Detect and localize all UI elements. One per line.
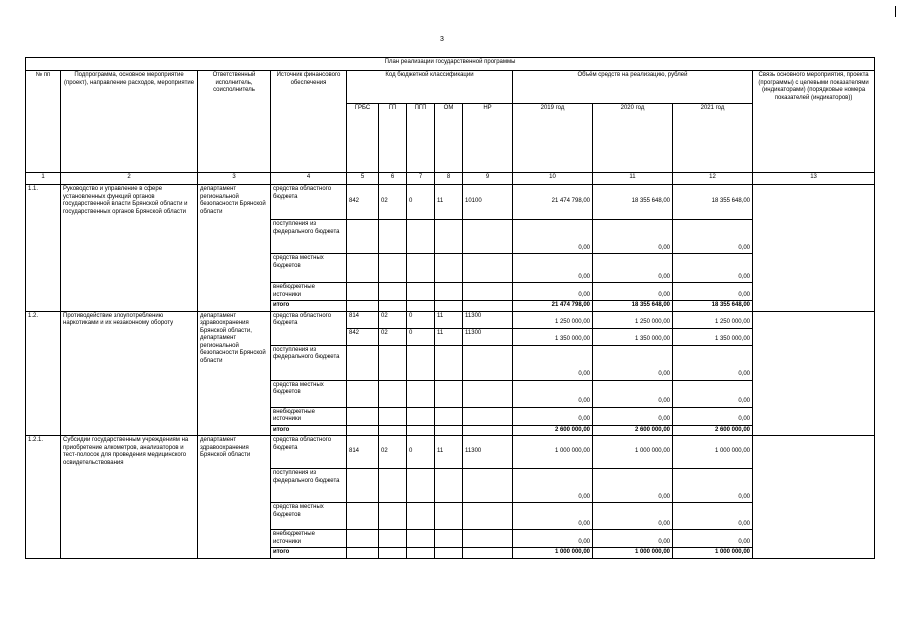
header-2020: 2020 год [593, 104, 673, 173]
total-2021: 2 600 000,00 [673, 425, 753, 436]
col-number: 8 [435, 173, 463, 185]
source-regional: средства областного бюджета [271, 311, 347, 345]
amount-2019: 21 474 798,00 [513, 185, 593, 220]
col-number: 4 [271, 173, 347, 185]
executor: департамент здравоохранения Брянской области, департамент региональной безопасности Брянской области [198, 311, 271, 436]
measure-name: Руководство и управление в сфере установленных функций органов государственной власти Брянской области и государственных органов Брянской области [61, 185, 198, 312]
amount-2020: 0,00 [593, 220, 673, 254]
amount-2020: 1 250 000,00 [593, 311, 673, 328]
col-number: 7 [407, 173, 435, 185]
amount-2020: 0,00 [593, 283, 673, 301]
header-gp: ГП [379, 104, 407, 173]
code-grbs: 814 [347, 311, 379, 328]
executor: департамент здравоохранения Брянской области [198, 436, 271, 559]
amount-2021: 1 250 000,00 [673, 311, 753, 328]
amount-2020: 18 355 648,00 [593, 185, 673, 220]
code-pgp: 0 [407, 311, 435, 328]
code-gp: 02 [379, 185, 407, 220]
executor: департамент региональной безопасности Брянской области [198, 185, 271, 312]
total-2020: 1 000 000,00 [593, 548, 673, 559]
col-number: 5 [347, 173, 379, 185]
col-number: 12 [673, 173, 753, 185]
total-2021: 1 000 000,00 [673, 548, 753, 559]
total-2020: 2 600 000,00 [593, 425, 673, 436]
source-offbudget: внебюджетные источники [271, 530, 347, 548]
indicator-link [753, 436, 875, 559]
code-om: 11 [435, 185, 463, 220]
header-2019: 2019 год [513, 104, 593, 173]
amount-2021: 1 000 000,00 [673, 436, 753, 469]
source-federal: поступления из федерального бюджета [271, 469, 347, 503]
amount-2019: 0,00 [513, 503, 593, 530]
header-budget-code: Код бюджетной классификации [347, 71, 513, 104]
measure-name: Противодействие злоупотреблению наркотиками и их незаконному обороту [61, 311, 198, 436]
amount-2020: 0,00 [593, 345, 673, 380]
amount-2020: 0,00 [593, 530, 673, 548]
code-pgp: 0 [407, 436, 435, 469]
header-source: Источник финансового обеспечения [271, 71, 347, 173]
code-om: 11 [435, 311, 463, 328]
amount-2019: 0,00 [513, 220, 593, 254]
amount-2021: 1 350 000,00 [673, 328, 753, 345]
amount-2019: 1 350 000,00 [513, 328, 593, 345]
amount-2020: 0,00 [593, 254, 673, 283]
amount-2019: 1 000 000,00 [513, 436, 593, 469]
indicator-link [753, 311, 875, 436]
source-total: итого [271, 301, 347, 312]
header-link: Связь основного мероприятия, проекта (программы) с целевыми показателями (индикаторами) (порядковые номера показателей (индикаторов)) [753, 71, 875, 173]
amount-2020: 1 350 000,00 [593, 328, 673, 345]
code-om: 11 [435, 436, 463, 469]
source-total: итого [271, 425, 347, 436]
header-om: ОМ [435, 104, 463, 173]
header-no: № пп [26, 71, 61, 173]
amount-2020: 0,00 [593, 407, 673, 425]
header-volume: Объём средств на реализацию, рублей [513, 71, 753, 104]
amount-2021: 0,00 [673, 220, 753, 254]
source-total: итого [271, 548, 347, 559]
code-gp: 02 [379, 311, 407, 328]
header-2021: 2021 год [673, 104, 753, 173]
code-gp: 02 [379, 436, 407, 469]
amount-2021: 0,00 [673, 254, 753, 283]
amount-2021: 0,00 [673, 345, 753, 380]
source-local: средства местных бюджетов [271, 380, 347, 407]
code-pgp: 0 [407, 328, 435, 345]
code-nr: 11300 [463, 436, 513, 469]
amount-2021: 0,00 [673, 283, 753, 301]
col-number: 11 [593, 173, 673, 185]
amount-2019: 1 250 000,00 [513, 311, 593, 328]
amount-2021: 18 355 648,00 [673, 185, 753, 220]
row-number: 1.2. [26, 311, 61, 436]
amount-2021: 0,00 [673, 530, 753, 548]
header-subprogram: Подпрограмма, основное мероприятие (проект), направление расходов, мероприятие [61, 71, 198, 173]
col-number: 6 [379, 173, 407, 185]
code-grbs: 814 [347, 436, 379, 469]
col-number: 2 [61, 173, 198, 185]
total-2019: 2 600 000,00 [513, 425, 593, 436]
page-number: 3 [440, 36, 444, 43]
amount-2020: 0,00 [593, 380, 673, 407]
amount-2019: 0,00 [513, 530, 593, 548]
amount-2019: 0,00 [513, 283, 593, 301]
source-offbudget: внебюджетные источники [271, 283, 347, 301]
total-2019: 1 000 000,00 [513, 548, 593, 559]
code-nr: 10100 [463, 185, 513, 220]
row-number: 1.1. [26, 185, 61, 312]
code-grbs: 842 [347, 185, 379, 220]
col-number: 3 [198, 173, 271, 185]
source-regional: средства областного бюджета [271, 436, 347, 469]
amount-2021: 0,00 [673, 503, 753, 530]
col-number: 10 [513, 173, 593, 185]
col-number: 1 [26, 173, 61, 185]
code-nr: 11300 [463, 328, 513, 345]
amount-2021: 0,00 [673, 380, 753, 407]
total-2020: 18 355 648,00 [593, 301, 673, 312]
source-local: средства местных бюджетов [271, 254, 347, 283]
code-gp: 02 [379, 328, 407, 345]
header-pgp: ПГП [407, 104, 435, 173]
amount-2019: 0,00 [513, 254, 593, 283]
code-om: 11 [435, 328, 463, 345]
page-edge-mark [895, 6, 896, 17]
header-grbs: ГРБС [347, 104, 379, 173]
col-number: 9 [463, 173, 513, 185]
amount-2019: 0,00 [513, 469, 593, 503]
header-nr: НР [463, 104, 513, 173]
code-pgp: 0 [407, 185, 435, 220]
code-nr: 11300 [463, 311, 513, 328]
source-offbudget: внебюджетные источники [271, 407, 347, 425]
measure-name: Субсидии государственным учреждениям на приобретение алкометров, анализаторов и тест-полосок для проведения медицинского освидетельствования [61, 436, 198, 559]
row-number: 1.2.1. [26, 436, 61, 559]
amount-2020: 1 000 000,00 [593, 436, 673, 469]
code-grbs: 842 [347, 328, 379, 345]
source-federal: поступления из федерального бюджета [271, 220, 347, 254]
header-executor: Ответственный исполнитель, соисполнитель [198, 71, 271, 173]
total-2019: 21 474 798,00 [513, 301, 593, 312]
amount-2019: 0,00 [513, 380, 593, 407]
program-plan-table [25, 57, 875, 559]
amount-2019: 0,00 [513, 407, 593, 425]
amount-2021: 0,00 [673, 407, 753, 425]
amount-2020: 0,00 [593, 503, 673, 530]
table-title: План реализации государственной программы [26, 58, 875, 71]
total-2021: 18 355 648,00 [673, 301, 753, 312]
col-number: 13 [753, 173, 875, 185]
indicator-link [753, 185, 875, 312]
source-local: средства местных бюджетов [271, 503, 347, 530]
amount-2021: 0,00 [673, 469, 753, 503]
amount-2019: 0,00 [513, 345, 593, 380]
source-federal: поступления из федерального бюджета [271, 345, 347, 380]
amount-2020: 0,00 [593, 469, 673, 503]
source-regional: средства областного бюджета [271, 185, 347, 220]
